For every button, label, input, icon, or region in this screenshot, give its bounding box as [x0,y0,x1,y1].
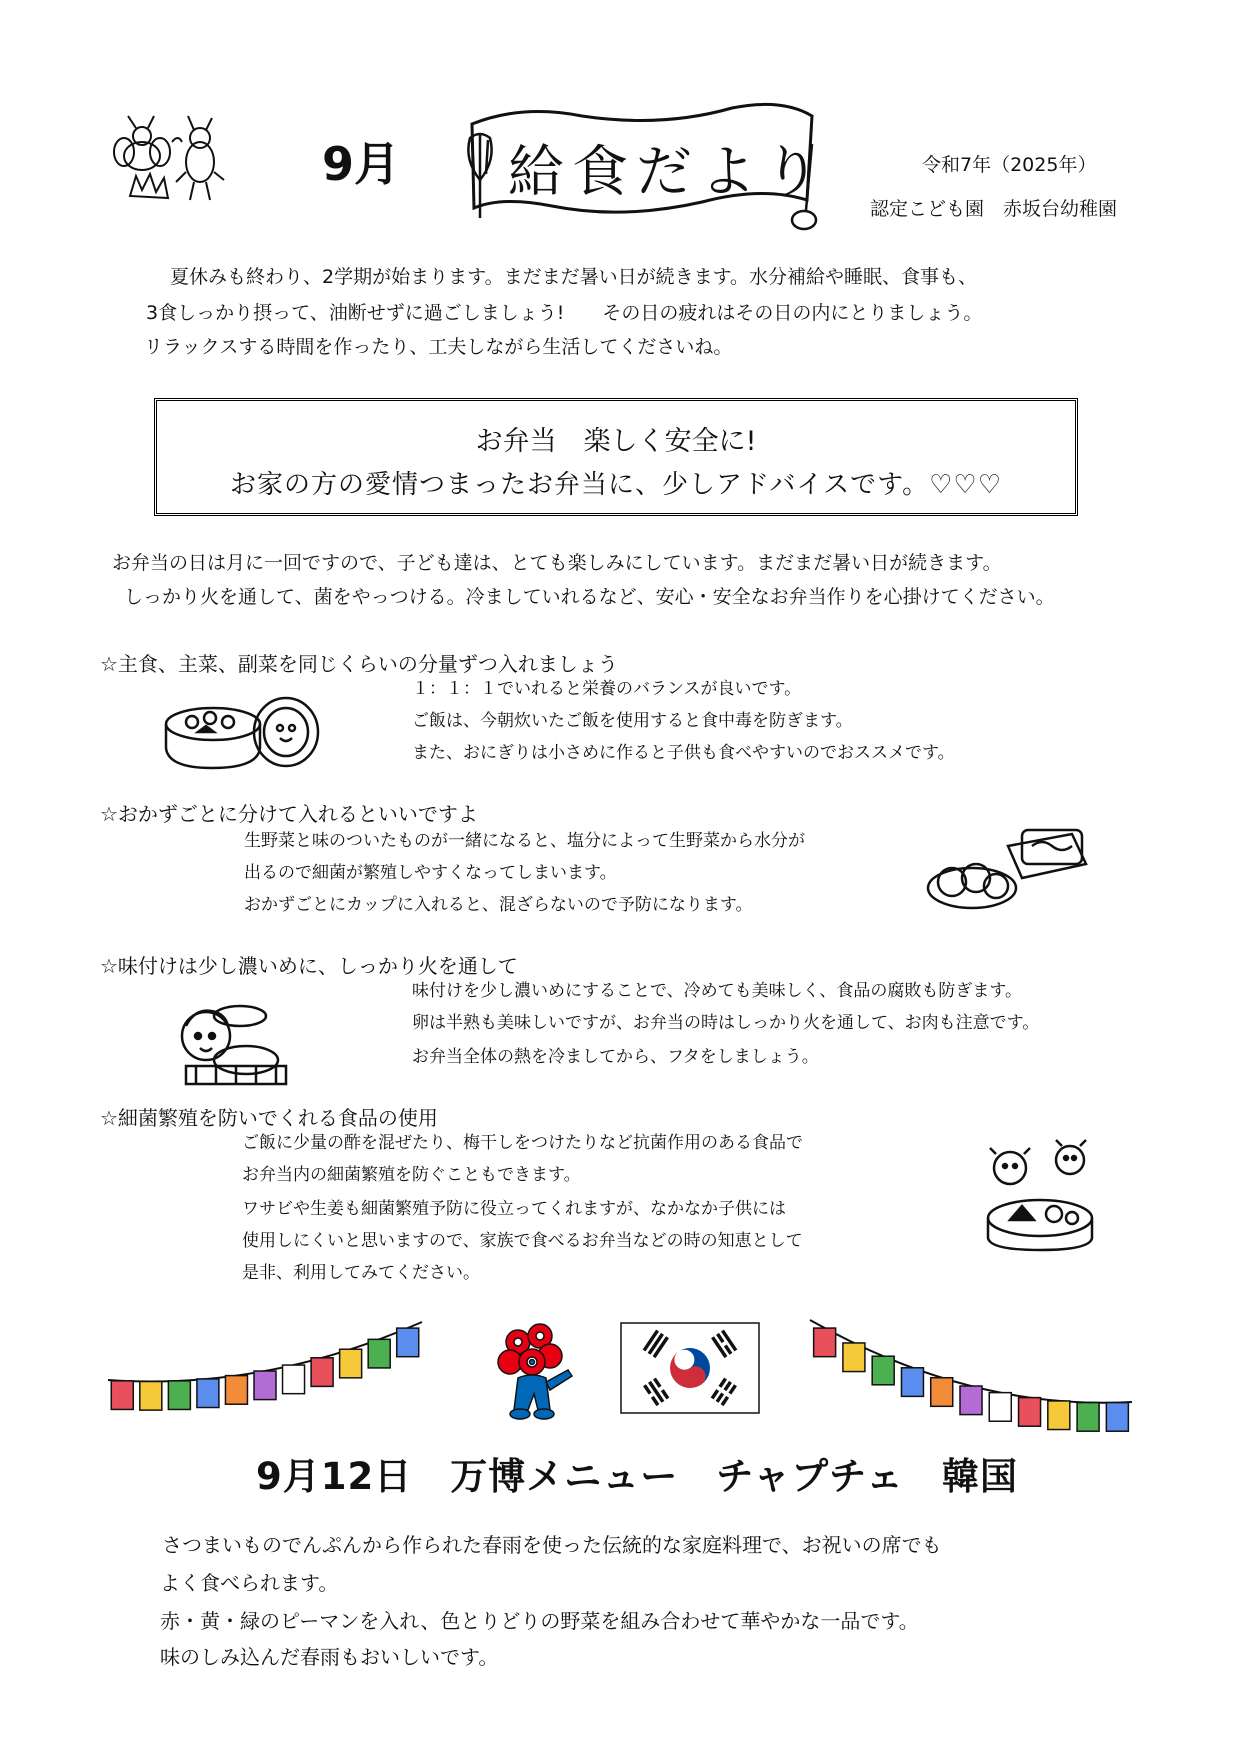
month-label: 9月 [322,137,401,191]
bento-intro-line-1: お弁当の日は月に一回ですので、子ども達は、とても楽しみにしています。まだまだ暑い日が続きます。 [112,552,1002,574]
expo-line-2: よく食べられます。 [160,1571,339,1595]
tip-4-line-4: 使用しにくいと思いますので、家族で食べるお弁当などの時の知恵として [242,1231,803,1251]
expo-line-1: さつまいものでんぷんから作られた春雨を使った伝統的な家庭料理で、お祝いの席でも [162,1533,942,1557]
intro-line-2: 3食しっかり摂って、油断せずに過ごしましょう! その日の疲れはその日の内にとりましょう。 [146,302,983,324]
bento-box-illustration [162,692,322,772]
tip-1-heading: ☆主食、主菜、副菜を同じくらいの分量ずつ入れましょう [100,652,618,676]
bunting-flag [814,1328,836,1357]
tip-2-line-1: 生野菜と味のついたものが一緒になると、塩分によって生野菜から水分が [244,831,805,851]
expo-line-4: 味のしみ込んだ春雨もおいしいです。 [160,1645,499,1669]
tip-4-line-1: ご飯に少量の酢を混ぜたり、梅干しをつけたりなど抗菌作用のある食品で [242,1133,803,1153]
tip-4-line-3: ワサビや生姜も細菌繁殖予防に役立ってくれますが、なかなか子供には [242,1199,786,1219]
expo-mascot [488,1318,578,1428]
tip-3-line-1: 味付けを少し濃いめにすることで、冷めても美味しく、食品の腐敗も防ぎます。 [412,981,1022,1001]
bunting-flag [1048,1401,1070,1430]
bunting-flag [1019,1398,1041,1427]
bunting-flag [872,1356,894,1385]
bunting-flag [989,1393,1011,1422]
tip-4-line-2: お弁当内の細菌繁殖を防ぐこともできます。 [242,1165,581,1185]
bunting-flag [960,1386,982,1415]
tip-3-line-2: 卵は半熟も美味しいですが、お弁当の時はしっかり火を通して、お肉も注意です。 [412,1013,1040,1033]
bunting-flag [397,1328,419,1357]
bunting-flag [168,1381,190,1410]
bunting-flag [1077,1403,1099,1432]
advice-box-title: お弁当 楽しく安全に! [475,426,757,457]
bunting-flag [140,1382,162,1411]
tip-4-heading: ☆細菌繁殖を防いでくれる食品の使用 [100,1106,438,1130]
bunting-flag [311,1358,333,1387]
expo-menu-title: 9月12日 万博メニュー チャプチェ 韓国 [256,1455,1019,1498]
bunting-flag [843,1343,865,1372]
tip-2-heading: ☆おかずごとに分けて入れるといいですよ [100,802,478,826]
side-dishes-illustration [922,820,1092,920]
bunting-flag [254,1371,276,1400]
bunting-flag [1106,1403,1128,1432]
tip-3-heading: ☆味付けは少し濃いめに、しっかり火を通して [100,954,518,978]
bugs-illustration [110,112,230,208]
bunting-flag [901,1368,923,1397]
tip-1-line-3: また、おにぎりは小さめに作ると子供も食べやすいのでおススメです。 [412,743,955,763]
bunting-right [806,1316,1136,1436]
bunting-flag [197,1379,219,1408]
happy-bento-illustration [980,1134,1100,1254]
tip-3-line-3: お弁当全体の熱を冷ましてから、フタをしましょう。 [412,1047,819,1067]
bunting-flag [340,1349,362,1378]
whisk-icon [460,130,500,220]
expo-line-3: 赤・黄・緑のピーマンを入れ、色とりどりの野菜を組み合わせて華やかな一品です。 [160,1609,919,1633]
child-eating-illustration [176,996,296,1086]
bunting-flag [111,1381,133,1410]
tip-1-line-1: １：１：１でいれると栄養のバランスが良いです。 [412,679,802,699]
bunting-flag [225,1376,247,1405]
school-name: 認定こども園 赤坂台幼稚園 [870,198,1118,220]
tip-1-line-2: ご飯は、今朝炊いたご飯を使用すると食中毒を防ぎます。 [412,711,853,731]
tip-2-line-2: 出るので細菌が繁殖しやすくなってしまいます。 [244,863,617,883]
bunting-flag [368,1339,390,1368]
tip-2-line-3: おかずごとにカップに入れると、混ざらないので予防になります。 [244,895,753,915]
bunting-left [106,1316,426,1416]
bunting-flag [931,1378,953,1407]
advice-box-subtitle: お家の方の愛情つまったお弁当に、少しアドバイスです。♡♡♡ [229,470,1003,500]
bento-intro-line-2: しっかり火を通して、菌をやっつける。冷ましていれるなど、安心・安全なお弁当作りを心掛けてください。 [124,586,1055,608]
intro-line-3: リラックスする時間を作ったり、工夫しながら生活してくださいね。 [144,336,733,358]
korean-flag [620,1322,760,1414]
advice-box [154,398,1078,516]
newsletter-title: 給食だより [508,140,828,205]
bunting-flag [283,1365,305,1394]
tip-4-line-5: 是非、利用してみてください。 [242,1263,480,1283]
intro-line-1: 夏休みも終わり、2学期が始まります。まだまだ暑い日が続きます。水分補給や睡眠、食事も、 [170,266,978,288]
issue-date: 令和7年（2025年） [922,154,1097,176]
